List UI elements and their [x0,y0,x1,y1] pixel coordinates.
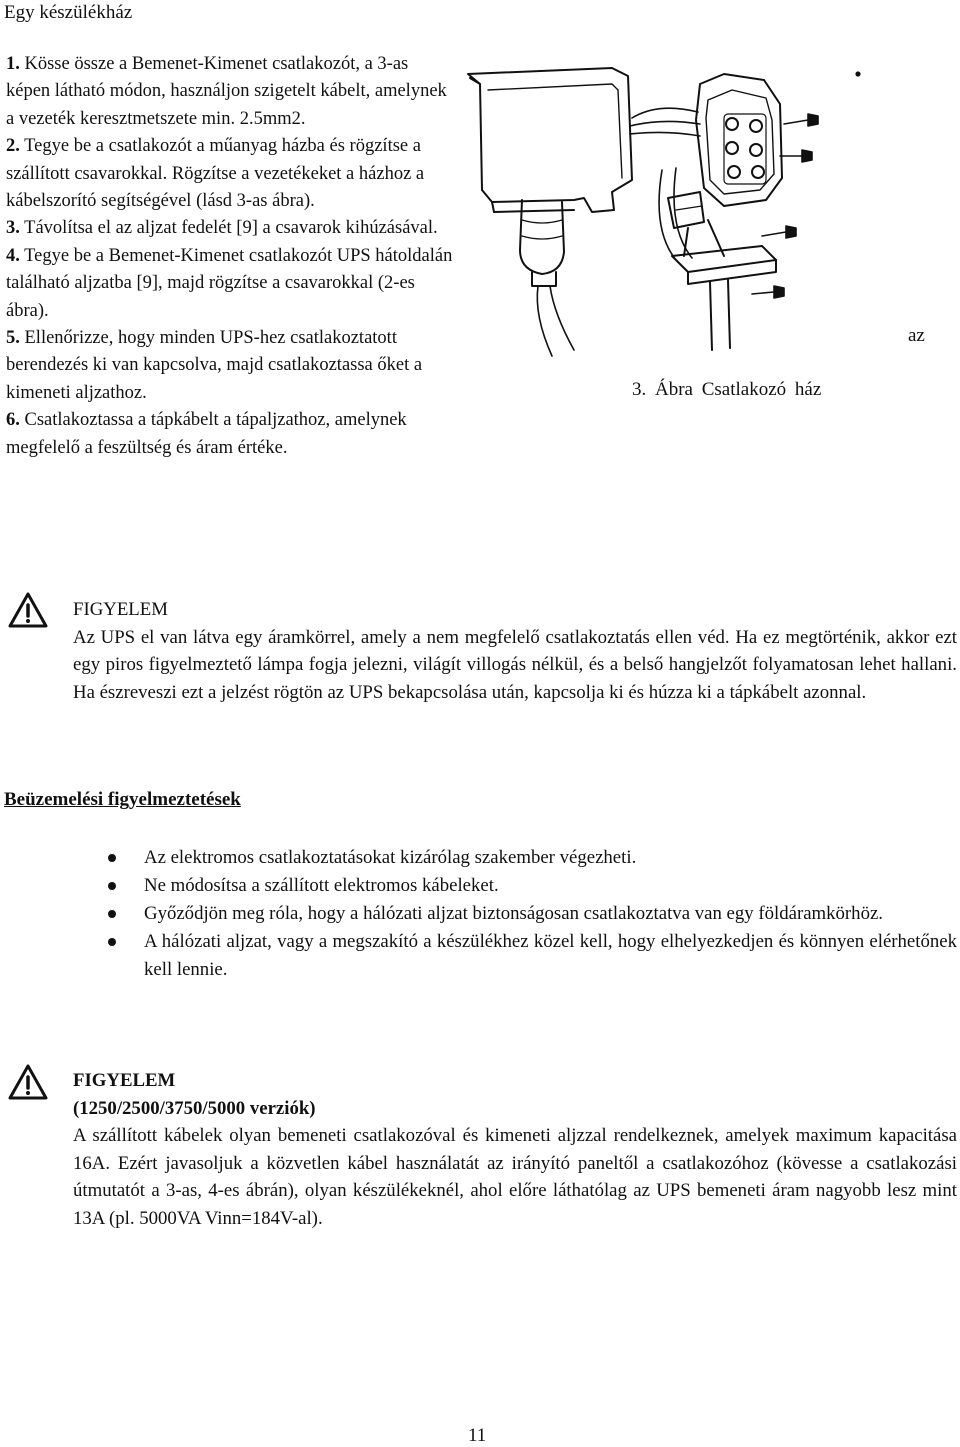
list-item-text: Győződjön meg róla, hogy a hálózati aljzat biztonságosan csatlakoztatva van egy földáramkörhöz. [144,903,883,924]
installation-steps [6,51,456,462]
connector-housing-drawing [462,60,882,360]
warning-subtitle: (1250/2500/3750/5000 verziók) [73,1097,316,1119]
step-3 [6,215,456,242]
warning-title: FIGYELEM [73,1070,176,1091]
list-item [104,872,957,900]
warning-text: Az UPS el van látva egy áramkörrel, amely a nem megfelelő csatlakoztatás ellen véd. Ha ez megtörténik, akkor ezt egy piros figyelmeztető lámpa fogja jelezni, világít villogás nélkül, és a belső hangjelzőt folyamatosan lehet hallani. Ha észreveszi ezt a jelzést rögtön az UPS bekapcsolása után, kapcsolja ki és húzza ki a tápkábelt azonnal. [73,626,957,703]
list-item-text: Ne módosítsa a szállított elektromos kábeleket. [144,875,499,896]
step-text: Ellenőrizze, hogy minden UPS-hez csatlakoztatott berendezés ki van kapcsolva, majd csatlakoztassa őket a kimeneti aljzathoz. [6,328,423,403]
step-number: 4. [6,245,20,266]
step-number: 1. [6,54,20,74]
list-item-text: Az elektromos csatlakoztatásokat kizárólag szakember végezheti. [144,847,637,868]
step-text: Tegye be a Bemenet-Kimenet csatlakozót UPS hátoldalán található aljzatba [9], majd rögzítse a csavarokkal (2-es ábra). [6,245,453,321]
figure-caption: 3. Ábra Csatlakozó ház [632,379,822,400]
warning-block-1 [73,596,957,706]
step-number: 3. [6,218,20,239]
step-2 [6,133,456,215]
warning-title: FIGYELEM [73,599,168,620]
stray-word: az [908,325,925,346]
bullet-dot [108,882,116,890]
warning-text: A szállított kábelek olyan bemeneti csatlakozóval és kimeneti aljzzal rendelkeznek, amelyek maximum kapacitása 16A. Ezért javasoljuk a közvetlen kábel használatát az irányító paneltől a csatlakozóhoz (kövesse a csatlakozási útmutatót a 3-as, 4-es ábrán), olyan készülékeknél, ahol előre láthatólag az UPS bemeneti áram nagyobb lesz mint 13A (pl. 5000VA Vinn=184V-al). [73,1125,957,1229]
step-number: 2. [6,136,20,157]
step-number: 5. [6,328,20,349]
step-4 [6,243,456,325]
list-item [104,928,957,984]
step-text: Távolítsa el az aljzat fedelét [9] a csavarok kihúzásával. [19,218,438,239]
step-1 [6,51,456,133]
warning-triangle-icon [8,592,48,628]
list-item-text: A hálózati aljzat, vagy a megszakító a készülékhez közel kell, hogy elhelyezkedjen és könnyen elérhetőnek kell lennie. [144,931,957,980]
step-text: Kösse össze a Bemenet-Kimenet csatlakozót, a 3-as képen látható módon, használjon szigetelt kábelt, amelynek a vezeték keresztmetszete min. 2.5mm2. [6,54,447,129]
step-6 [6,407,456,462]
warning-triangle-icon [8,1064,48,1100]
page-number: 11 [468,1425,487,1446]
bullet-dot [108,854,116,862]
list-item [104,844,957,872]
section-title: Egy készülékház [4,2,133,23]
step-5 [6,325,456,407]
list-item [104,900,957,928]
bullet-list [104,844,957,984]
startup-warnings-heading: Beüzemelési figyelmeztetések [4,789,241,810]
bullet-dot [108,910,116,918]
bullet-dot [108,938,116,946]
step-text: Csatlakoztassa a tápkábelt a tápaljzathoz, amelynek megfelelő a feszültség és áram értéke. [6,410,407,458]
step-number: 6. [6,410,20,431]
warning-block-2 [73,1067,957,1232]
step-text: Tegye be a csatlakozót a műanyag házba és rögzítse a szállított csavarokkal. Rögzítse a vezetékeket a házhoz a kábelszorító segítségével (lásd 3-as ábra). [6,136,425,212]
